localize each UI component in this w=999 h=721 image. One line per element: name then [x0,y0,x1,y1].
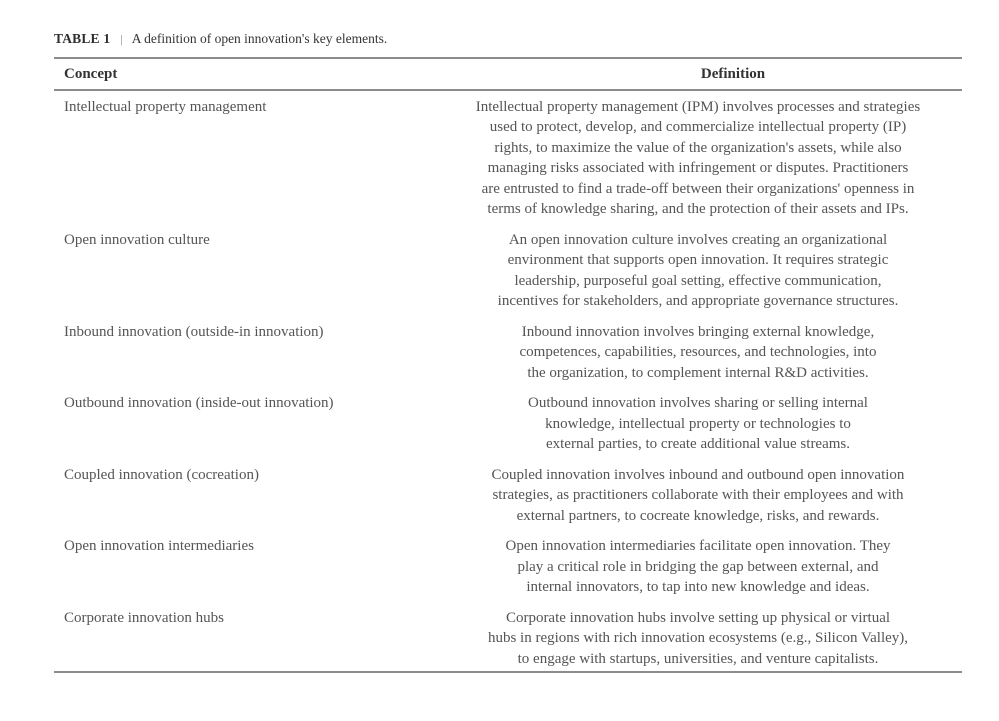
table-row [54,230,962,312]
concept-cell: Intellectual property management [64,98,267,115]
concept-cell: Corporate innovation hubs [64,609,224,626]
definition-line: external parties, to create additional value streams. [545,436,851,452]
definition-line: rights, to maximize the value of the organization's assets, while also [494,139,902,156]
bottom-rule [54,671,962,673]
table-row [54,465,962,527]
table-label: TABLE 1 [54,31,111,46]
header-rule [54,89,962,91]
definition-cell [424,608,962,670]
table-header [54,59,962,89]
table-row [54,608,962,670]
definition-cell [424,465,962,527]
definition-line: terms of knowledge sharing, and the protection of their assets and IPs. [487,201,909,217]
definition-line: play a critical role in bridging the gap between external, and [517,558,879,575]
definitions-table [54,57,962,669]
header-definition: Definition [700,65,766,82]
definition-line: Corporate innovation hubs involve setting up physical or virtual [505,609,891,626]
concept-cell: Open innovation culture [64,231,210,248]
concept-cell: Coupled innovation (cocreation) [64,466,259,483]
definition-line: hubs in regions with rich innovation ecosystems (e.g., Silicon Valley), [487,630,909,646]
definition-line: internal innovators, to tap into new knowledge and ideas. [526,579,870,595]
definition-line: external partners, to cocreate knowledge, risks, and rewards. [516,507,880,524]
concept-cell: Outbound innovation (inside-out innovation) [64,395,334,411]
caption-separator: | [120,32,123,46]
definition-cell [424,97,962,220]
table-caption [54,31,387,47]
definition-line: managing risks associated with infringement or disputes. Practitioners [487,160,909,176]
definition-line: strategies, as practitioners collaborate with their employees and with [492,487,904,503]
definition-line: Coupled innovation involves inbound and outbound open innovation [491,466,905,483]
definition-line: environment that supports open innovation. It requires strategic [507,252,889,268]
table-body [54,97,962,670]
definition-line: used to protect, develop, and commercialize intellectual property (IP) [489,119,907,135]
definition-line: An open innovation culture involves creating an organizational [508,231,888,248]
definition-line: are entrusted to find a trade-off between their organizations' openness in [481,180,915,197]
definition-line: incentives for stakeholders, and appropriate governance structures. [497,293,899,309]
table-row [54,393,962,455]
definition-line: to engage with startups, universities, and venture capitalists. [517,650,879,667]
definition-line: Inbound innovation involves bringing external knowledge, [521,323,875,340]
definition-line: leadership, purposeful goal setting, effective communication, [514,272,882,289]
definition-cell [424,322,962,384]
table-row [54,322,962,384]
definition-line: the organization, to complement internal R&D activities. [527,364,869,381]
header-concept: Concept [64,65,118,82]
concept-cell: Open innovation intermediaries [64,538,254,554]
definition-line: competences, capabilities, resources, and technologies, into [519,344,877,360]
definition-cell [424,230,962,312]
definition-line: Intellectual property management (IPM) involves processes and strategies [475,98,921,115]
table-row [54,536,962,598]
definition-cell [424,536,962,598]
concept-cell: Inbound innovation (outside-in innovation) [64,323,324,340]
definition-line: Outbound innovation involves sharing or selling internal [528,395,868,411]
table-row [54,97,962,220]
caption-text: A definition of open innovation's key elements. [131,31,388,46]
definition-cell [424,393,962,455]
definition-line: Open innovation intermediaries facilitate open innovation. They [505,538,891,554]
definition-line: knowledge, intellectual property or technologies to [545,415,851,432]
